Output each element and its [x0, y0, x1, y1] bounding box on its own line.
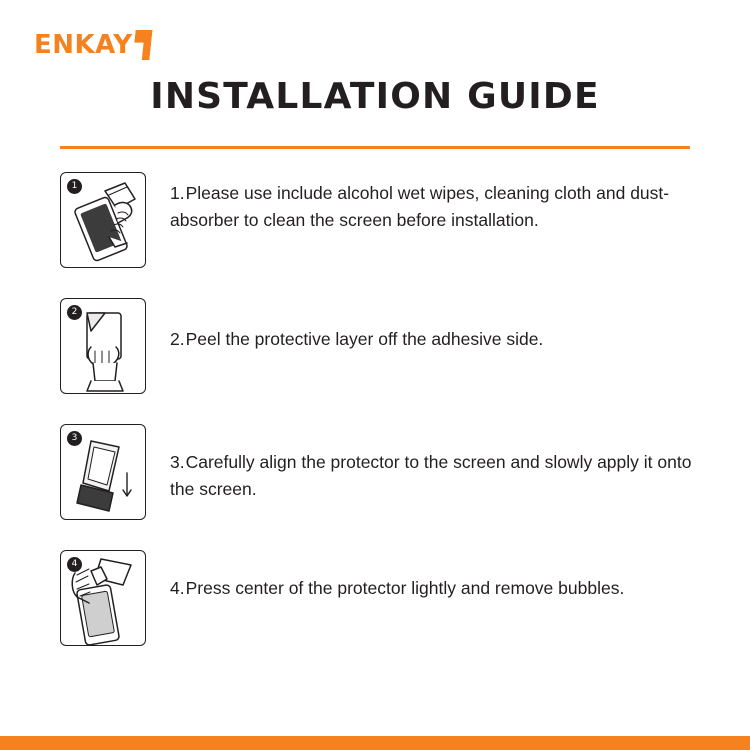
step-number: 2. [170, 329, 185, 349]
step-text-4 [170, 550, 700, 602]
steps-list [60, 172, 700, 676]
list-item [60, 298, 700, 394]
brand-mark-icon [132, 30, 152, 60]
list-item [60, 172, 700, 268]
step-body: Carefully align the protector to the screen and slowly apply it onto the screen. [170, 452, 692, 500]
step-badge: 4 [67, 557, 82, 572]
brand-name: ENKAY [34, 30, 133, 60]
step-number: 3. [170, 452, 185, 472]
list-item [60, 424, 700, 520]
footer-accent-bar [0, 736, 750, 750]
step-body: Please use include alcohol wet wipes, cleaning cloth and dust-absorber to clean the screen before installation. [170, 183, 670, 231]
step-illustration-2 [60, 298, 146, 394]
title-divider [60, 146, 690, 149]
step-illustration-1 [60, 172, 146, 268]
step-badge: 2 [67, 305, 82, 320]
step-number: 4. [170, 578, 185, 598]
step-badge: 3 [67, 431, 82, 446]
brand-logo [34, 28, 151, 62]
step-body: Press center of the protector lightly and remove bubbles. [185, 578, 625, 598]
step-text-2 [170, 298, 700, 353]
step-text-1 [170, 172, 700, 234]
step-illustration-4 [60, 550, 146, 646]
step-body: Peel the protective layer off the adhesive side. [185, 329, 544, 349]
step-text-3 [170, 424, 700, 503]
step-number: 1. [170, 183, 185, 203]
page-title: INSTALLATION GUIDE [150, 76, 600, 117]
step-illustration-3 [60, 424, 146, 520]
list-item [60, 550, 700, 646]
step-badge: 1 [67, 179, 82, 194]
